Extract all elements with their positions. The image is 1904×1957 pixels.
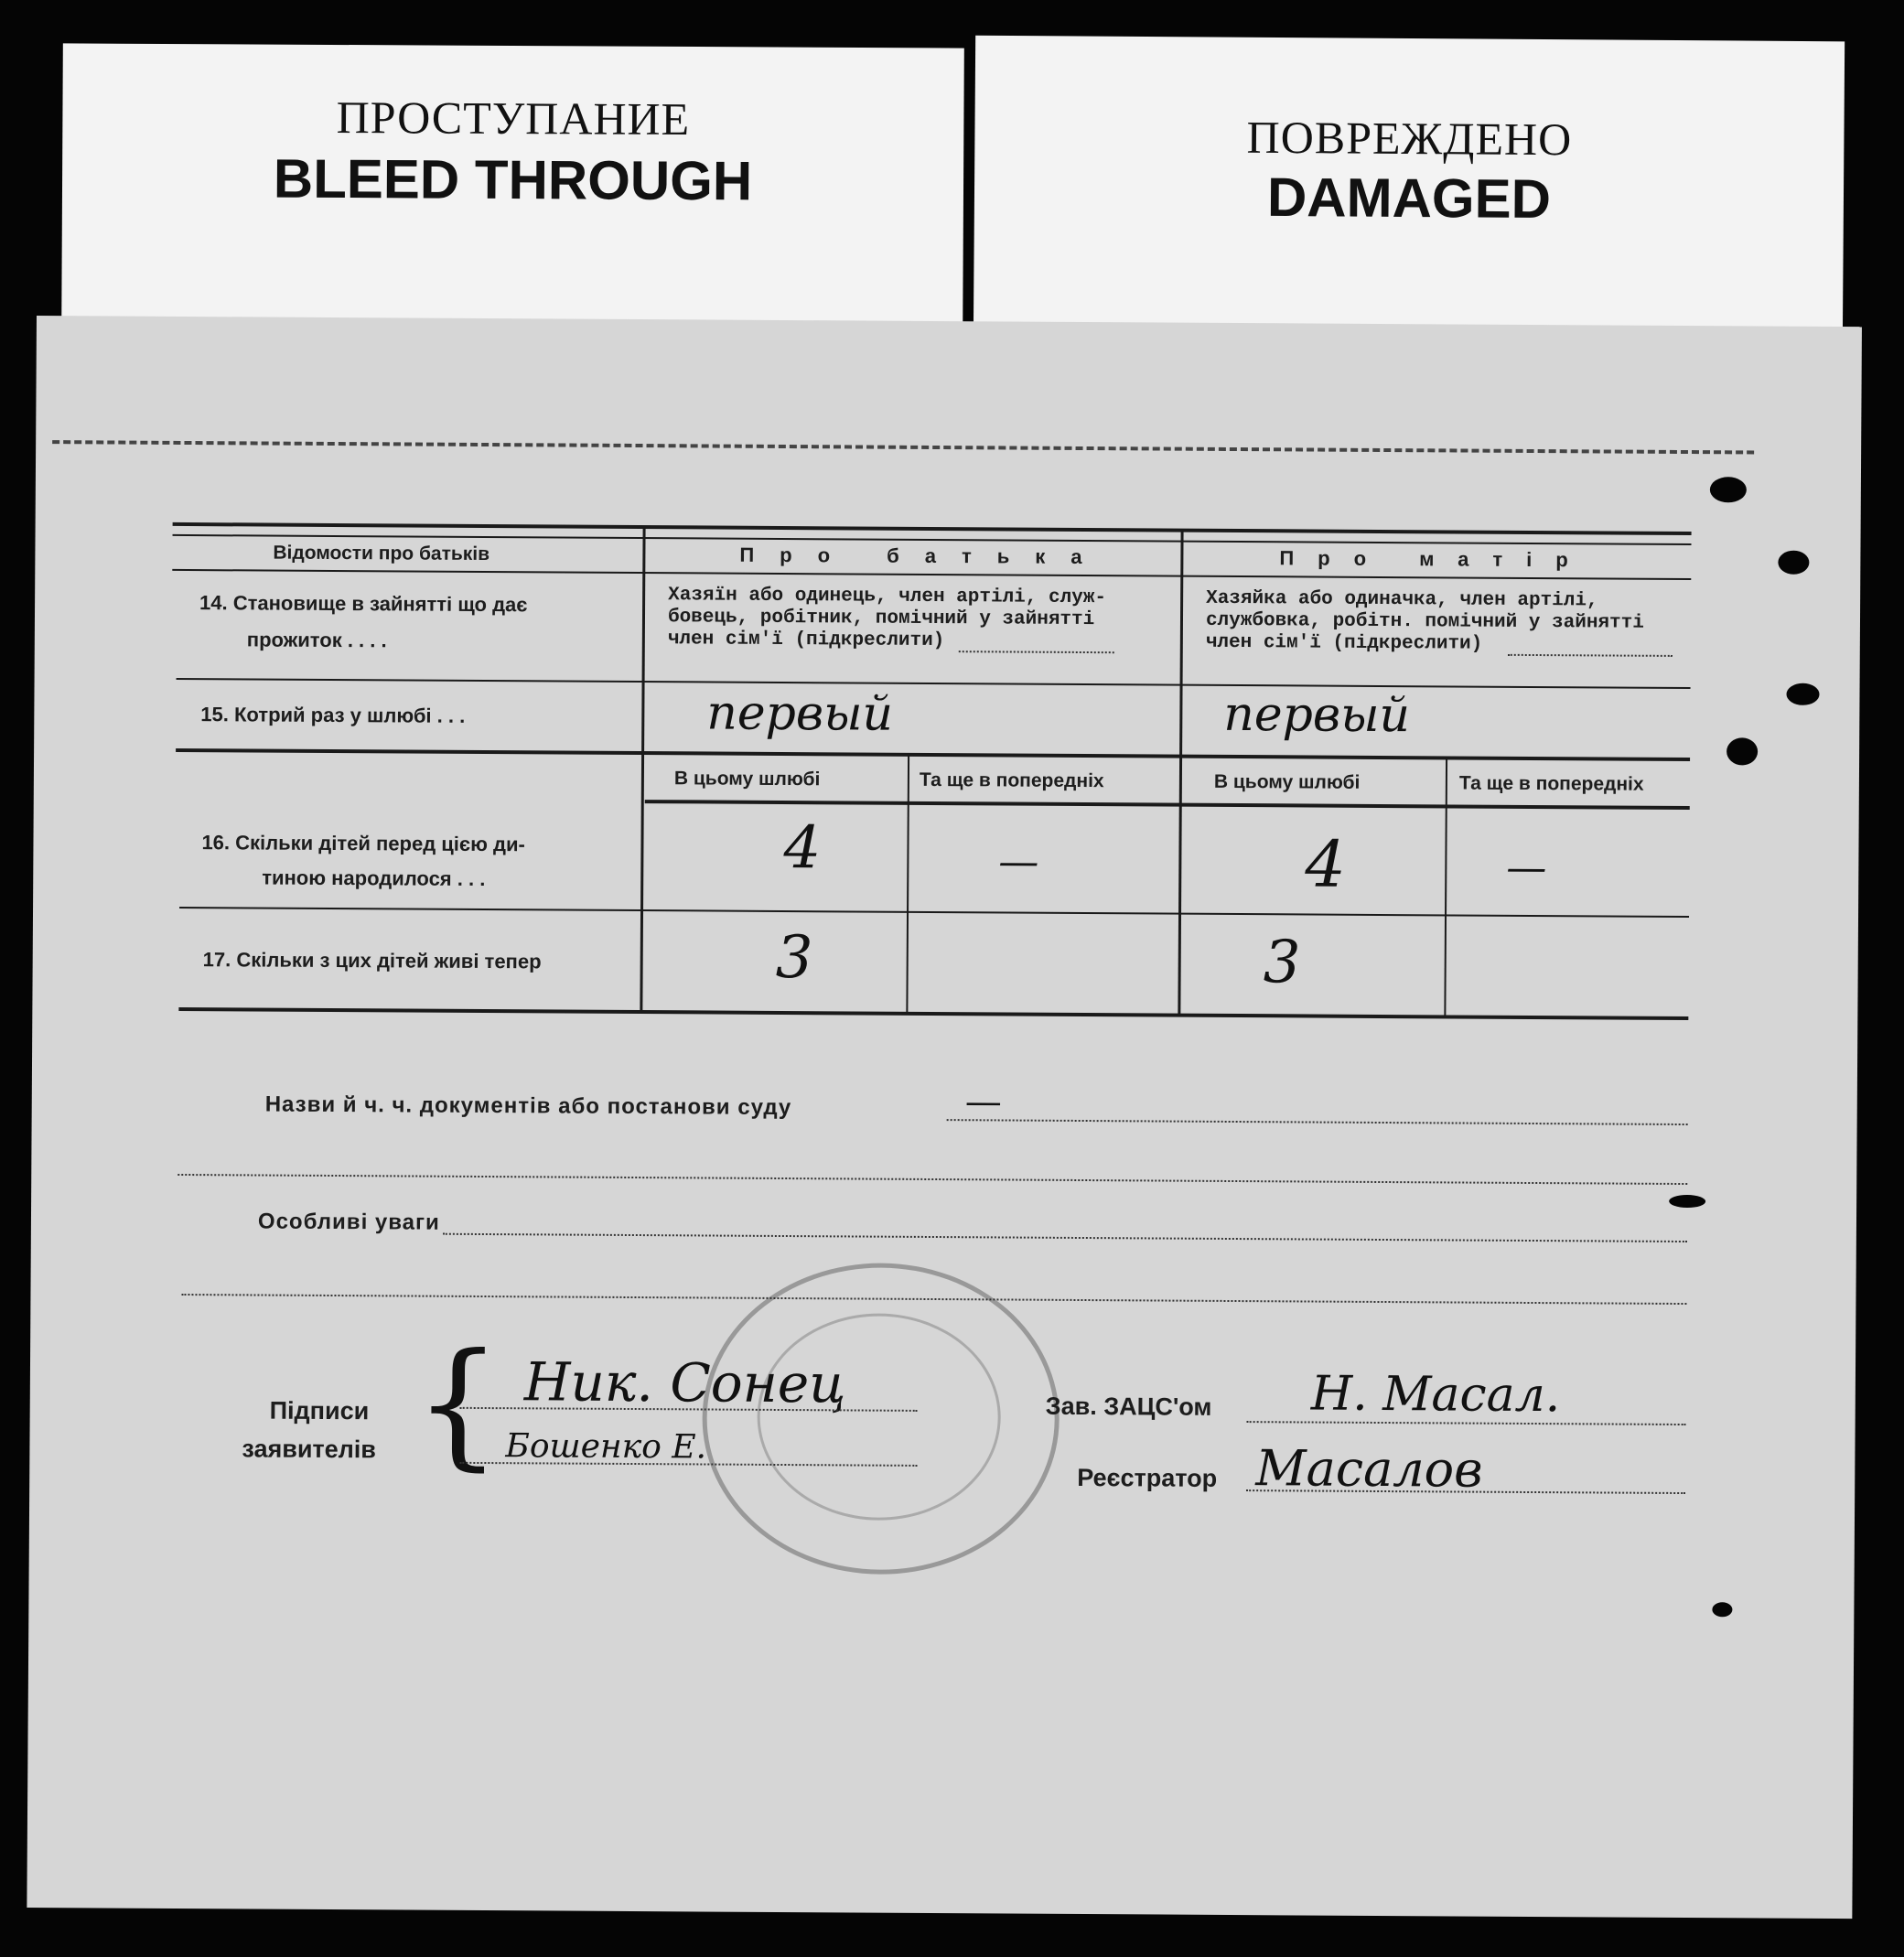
registrar-label: Реєстратор bbox=[1077, 1463, 1218, 1492]
row14-label-line2: прожиток . . . . bbox=[246, 628, 387, 652]
row16-label-line2: тиною народилося . . . bbox=[262, 866, 486, 891]
row14-mother-line3: член сім'ї (підкреслити) bbox=[1205, 631, 1483, 655]
row16-father-this: 4 bbox=[783, 813, 822, 883]
signature-applicant-2: Бошенко Е. bbox=[505, 1427, 707, 1467]
card-label-en: DAMAGED bbox=[1266, 166, 1552, 231]
documents-value: — bbox=[964, 1081, 1002, 1124]
damaged-card bbox=[974, 36, 1845, 353]
head-line bbox=[1247, 1421, 1686, 1425]
row17-father-this: 3 bbox=[775, 923, 813, 993]
punch-hole bbox=[1710, 477, 1747, 502]
header-parents-info: Відомости про батьків bbox=[273, 542, 490, 565]
punch-hole bbox=[1727, 737, 1758, 765]
documents-dotline bbox=[947, 1119, 1688, 1125]
row14-mother-dotline bbox=[1508, 654, 1673, 657]
table-col-rule bbox=[1178, 532, 1183, 1016]
signature-applicant-1: Ник. Сонец bbox=[523, 1350, 846, 1415]
parents-table bbox=[27, 316, 1862, 1919]
row14-mother-line2: службовка, робітн. помічний у зайнятті bbox=[1205, 609, 1644, 634]
subheader-father-this: В цьому шлюбі bbox=[673, 768, 821, 790]
stamp-inner-ring bbox=[757, 1313, 1001, 1522]
row14-father-line2: бовець, робітник, помічний у зайнятті bbox=[667, 607, 1095, 631]
bleed-through-card bbox=[61, 43, 964, 339]
table-rule bbox=[645, 800, 1690, 810]
head-signature: Н. Масал. bbox=[1310, 1366, 1561, 1424]
remarks-dotline bbox=[443, 1233, 1687, 1242]
official-stamp bbox=[702, 1262, 1060, 1575]
table-bottom-rule bbox=[178, 1007, 1688, 1020]
subheader-mother-prev: Та ще в попередніх bbox=[1458, 772, 1644, 795]
table-top-rule bbox=[173, 522, 1692, 535]
table-rule bbox=[176, 748, 1690, 761]
row14-father-line3: член сім'ї (підкреслити) bbox=[667, 629, 945, 652]
punch-hole bbox=[1712, 1602, 1732, 1617]
table-col-rule bbox=[640, 528, 645, 1013]
row16-label-line1: 16. Скільки дітей перед цією ди- bbox=[201, 831, 525, 856]
row14-father-dotline bbox=[959, 651, 1114, 653]
registrar-signature: Масалов bbox=[1255, 1439, 1483, 1499]
row14-father-line1: Хазяїн або одинець, член артілі, служ- bbox=[668, 585, 1107, 609]
table-col-rule bbox=[906, 755, 909, 1015]
header-father: Про батька bbox=[739, 543, 1108, 569]
documents-label: Назви й ч. ч. документів або постанови суду bbox=[264, 1091, 792, 1121]
header-mother: Про матір bbox=[1279, 546, 1592, 572]
row14-mother-line1: Хазяйка або одиначка, член артілі, bbox=[1206, 587, 1598, 612]
row14-label-line1: 14. Становище в зайнятті що дає bbox=[199, 591, 528, 617]
card-label-en: BLEED THROUGH bbox=[273, 147, 753, 212]
row15-mother-value: первый bbox=[1223, 686, 1411, 744]
card-label-ru: ПРОСТУПАНИЕ bbox=[336, 91, 691, 145]
punch-hole bbox=[1778, 551, 1809, 575]
row16-mother-prev: — bbox=[1506, 844, 1547, 892]
signatures-brace: { bbox=[414, 1324, 502, 1485]
subheader-father-prev: Та ще в попередніх bbox=[919, 769, 1104, 792]
punch-hole bbox=[1669, 1195, 1705, 1208]
table-rule bbox=[179, 907, 1689, 918]
signatures-label-line2: заявителів bbox=[242, 1435, 377, 1464]
row16-mother-this: 4 bbox=[1305, 826, 1347, 902]
table-col-rule bbox=[1444, 758, 1447, 1017]
documents-dotline-2 bbox=[177, 1174, 1687, 1185]
table-rule bbox=[177, 678, 1691, 689]
signatures-label-line1: Підписи bbox=[269, 1396, 370, 1425]
row15-label: 15. Котрий раз у шлюбі . . . bbox=[200, 703, 466, 727]
remarks-label: Особливі уваги bbox=[257, 1209, 440, 1235]
subheader-mother-this: В цьому шлюбі bbox=[1213, 770, 1361, 793]
row17-label: 17. Скільки з цих дітей живі тепер bbox=[202, 948, 542, 973]
row17-mother-this: 3 bbox=[1263, 929, 1301, 997]
punch-hole bbox=[1786, 683, 1819, 705]
card-label-ru: ПОВРЕЖДЕНО bbox=[1246, 111, 1573, 166]
head-label: Зав. ЗАЦС'ом bbox=[1045, 1392, 1212, 1421]
row15-father-value: первый bbox=[706, 685, 894, 742]
document-sheet bbox=[27, 316, 1862, 1919]
row16-father-prev: — bbox=[998, 838, 1039, 886]
